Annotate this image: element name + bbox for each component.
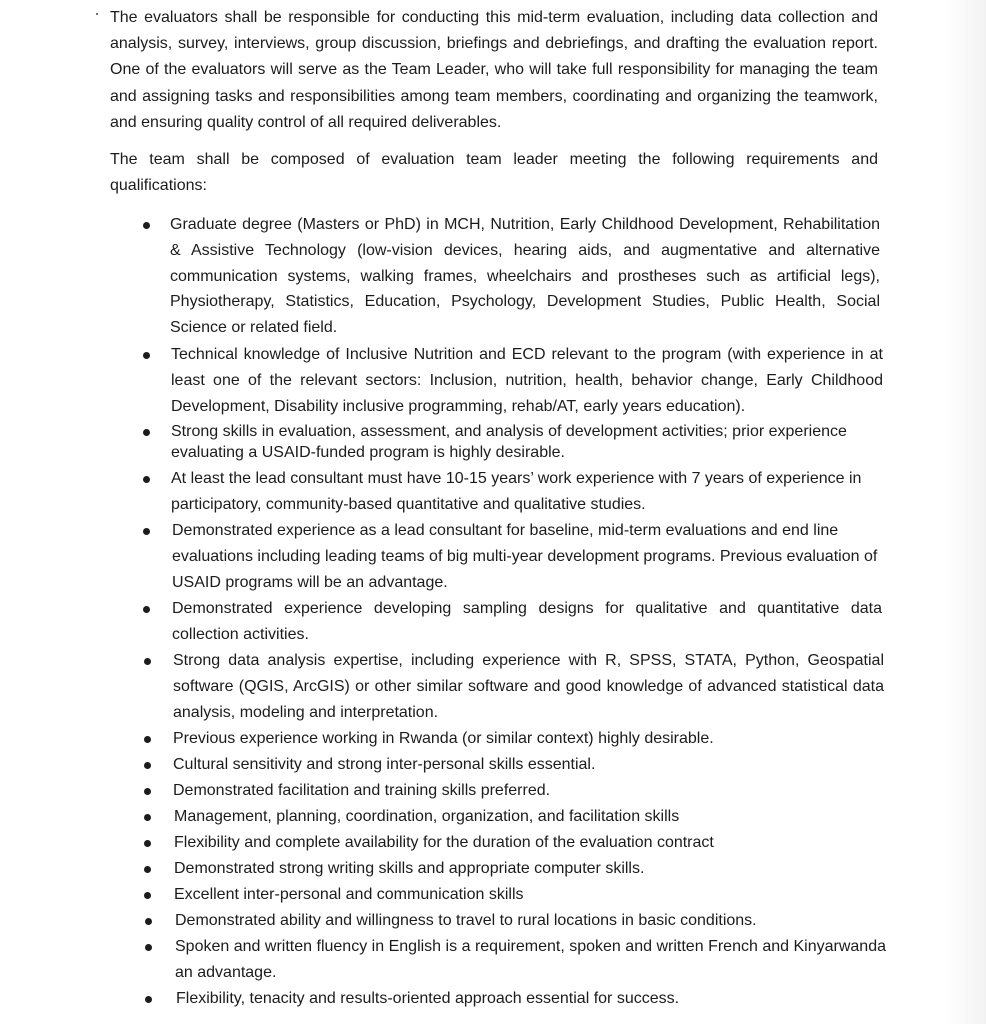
bullet-icon [144,814,151,821]
responsibilities-paragraph: The evaluators shall be responsible for conducting this mid-term evaluation, including data collection and analysis, survey, interviews, group discussion, briefings and debriefings, and drafting the evaluation report. One of the evaluators will serve as the Team Leader, who will take full responsibility for managing the team and assigning tasks and responsibilities among team members, coordinating and organizing the teamwork, and ensuring quality control of all required deliverables. [110,9,878,131]
list-item-text: Demonstrated experience developing sampling designs for qualitative and quantitative data collection activities. [172,600,882,643]
team-composition-paragraph: The team shall be composed of evaluation team leader meeting the following requirements and qualifications: [110,151,878,195]
list-item [174,830,886,856]
bullet-icon [143,476,150,483]
bullet-icon [143,528,150,535]
scan-speck [96,13,98,15]
list-item-text: Management, planning, coordination, organization, and facilitation skills [174,808,680,825]
list-item-text: Strong skills in evaluation, assessment, and analysis of development activities; prior experience evaluating a USAID-funded program is highly desirable. [171,423,847,461]
bullet-icon [143,352,150,359]
list-item-text: Flexibility and complete availability for the duration of the evaluation contract [174,834,714,851]
list-item [172,518,884,595]
list-item-text: Graduate degree (Masters or PhD) in MCH, Nutrition, Early Childhood Development, Rehabilitation & Assistive Technology (low-vision devices, hearing aids, and augmentative and alternative communication systems, walking frames, wheelchairs and prostheses such as artificial legs), Physiotherapy, Statistics, Education, Psychology, Development Studies, Public Health, Social Science or related field. [170,216,880,337]
list-item [173,778,885,804]
list-item-text: Demonstrated facilitation and training skills preferred. [173,782,551,799]
list-item-text: Previous experience working in Rwanda (or similar context) highly desirable. [173,730,714,747]
list-item [173,726,885,752]
list-item-text: Demonstrated ability and willingness to travel to rural locations in basic conditions. [175,912,757,929]
list-item-text: Technical knowledge of Inclusive Nutrition and ECD relevant to the program (with experience in at least one of the relevant sectors: Inclusion, nutrition, health, behavior change, Early Childhood Development, Disability inclusive programming, rehab/AT, early years education). [171,346,883,415]
bullet-icon [144,788,151,795]
bullet-icon [143,429,150,436]
list-item [173,648,884,725]
list-item-text: Demonstrated experience as a lead consultant for baseline, mid-term evaluations and end line evaluations including leading teams of big multi-year development programs. Previous evaluation of USAID programs will be an advantage. [172,522,878,591]
bullet-icon [144,840,151,847]
scan-edge-shadow [946,0,986,1024]
list-item [175,934,886,986]
list-item-text: At least the lead consultant must have 10-15 years’ work experience with 7 years of experience in participatory, community-based quantitative and qualitative studies. [171,470,862,513]
list-item [174,856,886,882]
bullet-icon [143,222,150,229]
bullet-icon [144,866,151,873]
list-item [174,882,886,908]
bullet-icon [144,892,151,899]
list-item-text: Flexibility, tenacity and results-oriented approach essential for success. [176,990,680,1007]
bullet-icon [145,996,152,1003]
list-item-text: Strong data analysis expertise, including experience with R, SPSS, STATA, Python, Geospatial software (QGIS, ArcGIS) or other similar software and good knowledge of advanced statistical data analysis, modeling and interpretation. [173,652,884,721]
bullet-icon [143,606,150,613]
bullet-icon [144,736,151,743]
list-item-text: Demonstrated strong writing skills and appropriate computer skills. [174,860,645,877]
list-item-text: Spoken and written fluency in English is a requirement, spoken and written French and Kinyarwanda an advantage. [175,938,886,981]
bullet-icon [144,658,151,665]
list-item [175,908,887,934]
bullet-icon [145,944,152,951]
bullet-icon [144,762,151,769]
list-item [174,804,886,830]
list-item [170,212,880,341]
list-item [172,596,882,648]
list-item [176,986,887,1012]
list-item [171,342,883,419]
list-item [173,752,885,778]
bullet-icon [145,918,152,925]
list-item-text: Excellent inter-personal and communication skills [174,886,524,903]
list-item-text: Cultural sensitivity and strong inter-personal skills essential. [173,756,596,773]
list-item [171,466,883,518]
list-item [171,421,883,463]
